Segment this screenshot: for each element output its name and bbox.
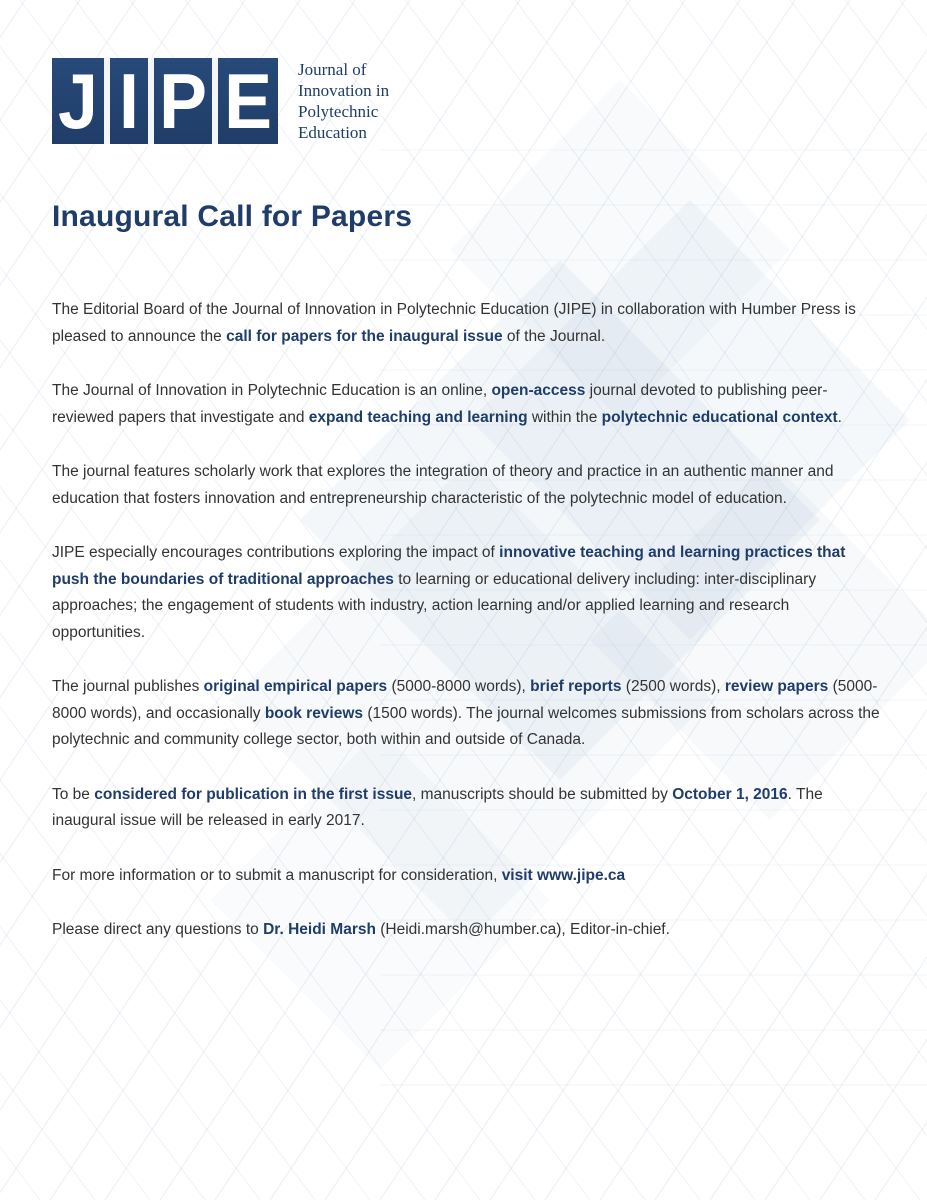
- logo-letter-e: E: [224, 58, 272, 144]
- paragraph-contact: [52, 917, 882, 944]
- logo-letter-i: I: [119, 58, 139, 144]
- logo-tagline-line: Education: [298, 123, 367, 142]
- logo-divider: [212, 58, 218, 144]
- highlighted-text: call for papers for the inaugural issue: [226, 327, 503, 345]
- highlighted-text: brief reports: [530, 678, 622, 695]
- journal-logo: [52, 58, 389, 144]
- paragraph-scholarly-focus: [52, 459, 882, 512]
- paragraph-text: The Journal of Innovation in Polytechnic Education is an online,: [52, 382, 492, 399]
- logo-tagline-line: Innovation in: [298, 81, 390, 100]
- paragraph-text: The journal publishes: [52, 678, 204, 695]
- paragraph-journal-description: [52, 378, 882, 431]
- paragraph-text: to learning or educational delivery including: inter-disciplinary approaches; the engagement of students with industry, action learning and/or applied learning and research opportunities.: [52, 570, 817, 641]
- highlighted-text: considered for publication in the first issue: [94, 785, 413, 803]
- paragraph-text: , manuscripts should be submitted by: [412, 785, 673, 803]
- paragraph-text: (5000-8000 words), and occasionally: [52, 678, 878, 722]
- logo-block: [52, 58, 278, 144]
- paragraph-text: . The inaugural issue will be released in early 2017.: [52, 785, 823, 829]
- paragraph-text: (Heidi.marsh@humber.ca), Editor-in-chief.: [375, 921, 670, 938]
- highlighted-text[interactable]: visit www.jipe.ca: [501, 866, 626, 884]
- paragraph-text: The journal features scholarly work that explores the integration of theory and practice in an authentic manner and education that fosters innovation and entrepreneurship characteristic of the polytechnic model of education.: [52, 463, 834, 507]
- highlighted-text: open-access: [491, 382, 586, 399]
- highlighted-text: October 1, 2016: [672, 785, 788, 803]
- background-line: [0, 0, 25, 1200]
- paragraph-paper-types: [52, 674, 882, 754]
- highlighted-text: book reviews: [264, 704, 364, 722]
- paragraph-text: For more information or to submit a manuscript for consideration,: [52, 866, 502, 884]
- paragraph-text: To be: [52, 785, 95, 803]
- highlighted-text: polytechnic educational context: [601, 408, 838, 426]
- paragraph-more-info: [52, 863, 882, 890]
- paragraph-announcement: [52, 297, 882, 350]
- paragraph-text: (2500 words),: [621, 678, 725, 695]
- highlighted-text: Dr. Heidi Marsh: [263, 921, 376, 938]
- paragraph-text: .: [837, 408, 842, 426]
- highlighted-text: innovative teaching and learning practices that push the boundaries of traditional approaches: [52, 544, 846, 588]
- paragraph-deadline: [52, 782, 882, 835]
- paragraph-text: (1500 words). The journal welcomes submissions from scholars across the polytechnic and community college sector, both within and outside of Canada.: [52, 704, 880, 748]
- highlighted-text: original empirical papers: [203, 678, 388, 695]
- background-line: [0, 0, 40, 1200]
- paragraph-text: Please direct any questions to: [52, 921, 264, 938]
- body-content: [52, 297, 882, 972]
- logo-tagline: [298, 59, 389, 143]
- highlighted-text: review papers: [724, 678, 829, 695]
- paragraph-text: The Editorial Board of the Journal of Innovation in Polytechnic Education (JIPE) in collaboration with Humber Press is pleased to announce the: [52, 301, 856, 345]
- paragraph-contributions: [52, 540, 882, 646]
- paragraph-text: (5000-8000 words),: [387, 678, 531, 695]
- paragraph-text: JIPE especially encourages contributions exploring the impact of: [52, 544, 500, 561]
- paragraph-text: journal devoted to publishing peer-reviewed papers that investigate and: [52, 382, 828, 426]
- logo-divider: [148, 58, 154, 144]
- logo-letter-p: P: [159, 58, 207, 144]
- logo-divider: [104, 58, 110, 144]
- highlighted-text: expand teaching and learning: [308, 408, 528, 426]
- logo-tagline-line: Journal of: [298, 60, 367, 79]
- logo-tagline-line: Polytechnic: [298, 102, 379, 121]
- paragraph-text: of the Journal.: [502, 327, 606, 345]
- logo-letter-j: J: [58, 58, 98, 144]
- page-title: Inaugural Call for Papers: [52, 200, 413, 233]
- paragraph-text: within the: [527, 408, 602, 426]
